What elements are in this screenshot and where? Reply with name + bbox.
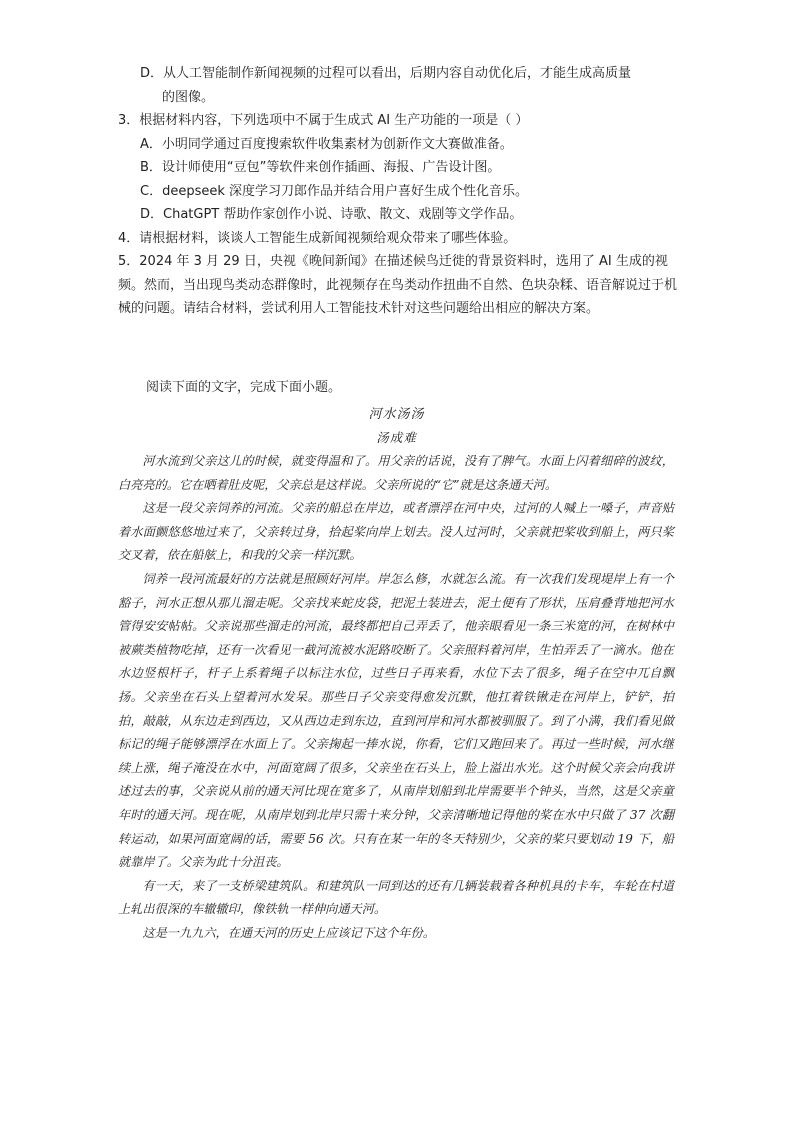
q5-stem: 5．2024 年 3 月 29 日，央视《晚间新闻》在描述候鸟迁徙的背景资料时，选用了 AI 生成的视频。然而，当出现鸟类动态群像时，此视频存在鸟类动作扭曲不自然、色块杂糅、语音解说过于机械的问题。请结合材料，尝试利用人工智能技术针对这些问题给出相应的解决方案。 — [118, 254, 678, 316]
q3-option-c: C．deepseek 深度学习刀郎作品并结合用户喜好生成个性化音乐。 — [140, 183, 529, 199]
q3-stem: 3．根据材料内容，下列选项中不属于生成式 AI 生产功能的一项是（ ） — [118, 113, 529, 128]
q2-option-d-line2: 的图像。 — [162, 89, 215, 105]
q3-option-b: B．设计师使用“豆包”等软件来创作插画、海报、广告设计图。 — [140, 160, 501, 175]
article-body — [118, 450, 674, 945]
q2-option-d-line1: D．从人工智能制作新闻视频的过程可以看出，后期内容自动优化后，才能生成高质量 — [140, 66, 632, 81]
article-paragraph: 这是一九九六，在通天河的历史上应该记下这个年份。 — [142, 925, 435, 940]
q3-option-a: A．小明同学通过百度搜索软件收集素材为创新作文大赛做准备。 — [140, 136, 513, 152]
q4-stem: 4．请根据材料，谈谈人工智能生成新闻视频给观众带来了哪些体验。 — [118, 230, 517, 246]
article-paragraph: 这是一段父亲饲养的河流。父亲的船总在岸边，或者漂浮在河中央，过河的人喊上一嗓子，声音贴着水面颤悠悠地过来了，父亲转过身，拾起桨向岸上划去。没人过河时，父亲就把桨收到船上，两只桨交叉着，依在船舷上，和我的父亲一样沉默。 — [118, 501, 674, 563]
article-title: 河水汤汤 — [368, 407, 425, 422]
q2-option-d — [118, 62, 678, 109]
article-author: 汤成难 — [376, 430, 417, 445]
article-paragraph: 有一天，来了一支桥梁建筑队。和建筑队一同到达的还有几辆装载着各种机具的卡车，车轮在村道上轧出很深的车辙辙印，像铁轨一样伸向通天河。 — [118, 878, 674, 917]
article-paragraph: 河水流到父亲这儿的时候，就变得温和了。用父亲的话说，没有了脾气。水面上闪着细碎的波纹，白亮亮的。它在晒着肚皮呢，父亲总是这样说。父亲所说的“它”就是这条通天河。 — [118, 454, 674, 492]
q3-option-d: D．ChatGPT 帮助作家创作小说、诗歌、散文、戏剧等文学作品。 — [140, 207, 523, 222]
article-paragraph: 饲养一段河流最好的方法就是照顾好河岸。岸怎么修，水就怎么流。有一次我们发现堤岸上有一个豁子，河水正想从那儿溜走呢。父亲找来蛇皮袋，把泥土装进去，泥土便有了形状，压肩叠背地把河水管得安安帖帖。父亲说那些溜走的河流，最终都把自己弄丢了，他亲眼看见一条三米宽的河，在树林中被蕨类植物吃掉，还有一次看见一截河流被水泥路咬断了。父亲照料着河岸，生怕弄丢了一滴水。他在水边竖根杆子，杆子上系着绳子以标注水位，过些日子再来看，水位下去了很多，绳子在空中兀自飘扬。父亲坐在石头上望着河水发呆。那些日子父亲变得愈发沉默，他扛着铁锹走在河岸上，铲铲，拍拍，敲敲，从东边走到西边，又从西边走到东边，直到河岸和河水都被驯服了。到了小满，我们看见做标记的绳子能够漂浮在水面上了。父亲掬起一捧水说，你看，它们又跑回来了。再过一些时候，河水继续上涨，绳子淹没在水中，河面宽阔了很多，父亲坐在石头上，脸上溢出水光。这个时候父亲会向我讲述过去的事，父亲说从前的通天河比现在宽多了，从南岸划船到北岸需要半个钟头，当然，这是父亲童年时的通天河。现在呢，从南岸划到北岸只需十来分钟，父亲清晰地记得他的桨在水中只做了 37 次翻转运动，如果河面宽阔的话，需要 56 次。只有在某一年的冬天特别少，父亲的桨只要划动 19 下，船就靠岸了。父亲为此十分沮丧。 — [118, 571, 674, 870]
questions-section — [118, 62, 678, 321]
reading-intro: 阅读下面的文字，完成下面小题。 — [146, 380, 342, 395]
